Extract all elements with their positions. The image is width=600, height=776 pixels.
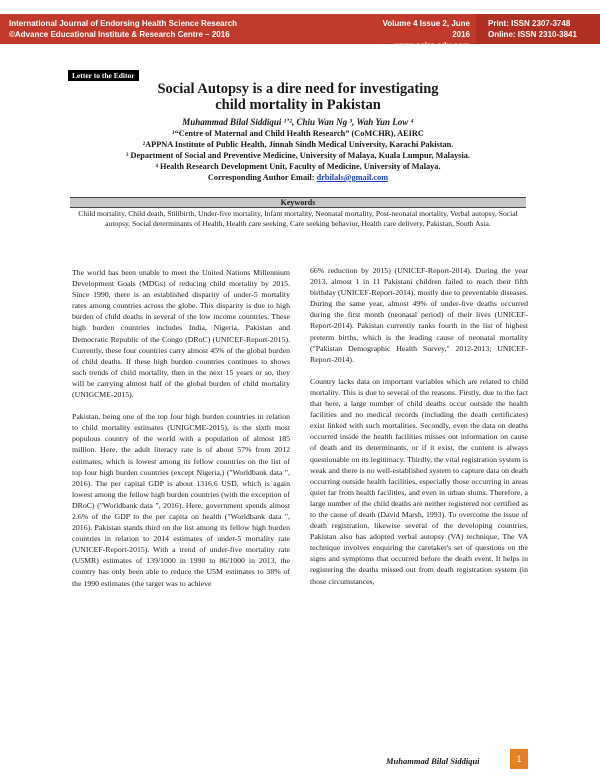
affiliations [70,128,526,183]
online-issn: Online: ISSN 2310-3841 [488,30,577,39]
affiliation-1: ¹“Centre of Maternal and Child Health Research” (CoMCHR), AEIRC [172,129,424,138]
affiliation-2: ²APPNA Institute of Public Health, Jinnah Sindh Medical University, Karachi Pakistan. [142,140,454,149]
body-column-left [72,267,290,600]
issue-block [374,18,470,51]
article-type-label: Letter to the Editor [68,70,139,81]
paragraph: Pakistan, being one of the top four high burden countries in relation to child mortality estimates (UNIGCME-2015), is the sixth most populous country of the world with a population of almost 185 million. Here, the adult literacy rate is of about 57% from 2012 estimates, which is lowest among its fellow countries on the list of top four high burden countries (except Nigeria,) ("Worldbank data ", 2016). The per capital GDP is about 1316.6 USD, which is again lowest among the fellow high burden countries (with the exception of DRoC) ("Worldbank data ", 2016). Here, government spends almost 2.6% of the GDP to the per capita on health ("Worldbank data ", 2016). Pakistan stands third on the list among its fellow high burden countries in relation to 2014 estimates of under-5 mortality rate (UNICEF-Report-2015). With a trend of under-five mortality rate (U5MR) estimates of 139/1000 in 1990 to 86/1000 in 2013, the country has only been able to reduce the U5M estimates to 38% of the 1990 estimates (the target was to achieve [72,412,290,588]
journal-name: International Journal of Endorsing Health Science Research [9,19,238,28]
paragraph: The world has been unable to meet the United Nations Millennium Development Goals (MDGs) of reducing child mortality by 2015. Since 1990, there is an established disparity of under-5 mortality rates among countries across the globe. This disparity is due to high burden of child deaths in several of the low income countries. These high burden countries includes India, Nigeria, Pakistan and Democratic Republic of the Congo (DRoC) (UNICEF-Report-2015). Currently, these four countries carry almost 45% of the global burden of child deaths. If these high burden countries continues to shows such trends of child mortality, then in the next 15 years or so, they will be carrying almost half of the global burden of child mortality (UNIGCME-2015). [72,268,290,400]
print-issn: Print: ISSN 2307-3748 [488,19,571,28]
volume-issue: Volume 4 Issue 2, June 2016 [382,19,470,39]
corresponding-email-link[interactable]: drbilals@gmail.com [316,173,389,182]
paragraph: Country lacks data on important variables which are related to child mortality. This is due to several of the reasons. Firstly, due to the fact that here, a large number of child deaths occur outside the health facilities and no medical records (including the death certificates) exist linked with such mortalities. Secondly, even the data on deaths occurred inside the health facilities misses out information on cause of death and its determinants, or if it exist, the content is always questionable on its legitimacy. Thirdly, the vital registration system is weak and there is no well-established system to capture data on death occurring outside health facilities, especially those occurring in areas quiet far from health facilities, and even in urban slums. Therefore, a large number of the child deaths are neither registered nor certified as to the cause of death (David Marsh, 1993). To overcome the issue of death registration, likewise several of the developing countries, Pakistan also has adopted verbal autopsy (VA) technique, The VA technique involves enquiring the caretaker's set of questions on the signs and symptoms that occurred before the death event. It helps in registering the deaths missed out from death registration system (in those circumstances, [310,376,528,586]
journal-website[interactable]: www.aeirc-edu.com [395,41,470,50]
title-line-1: Social Autopsy is a dire need for investigating [157,81,439,97]
issn-block [476,14,600,44]
article-title [70,81,526,113]
author-list: Muhammad Bilal Siddiqui ¹’², Chiu Wan Ng ³, Wah Yun Low ⁴ [182,117,414,127]
keywords-heading: Keywords [70,197,526,208]
affiliation-4: ⁴ Health Research Development Unit, Faculty of Medicine, University of Malaya. [155,162,441,171]
title-line-2: child mortality in Pakistan [215,97,381,113]
footer-author: Muhammad Bilal Siddiqui [386,756,480,766]
keywords-list: Child mortality, Child death, Stillbirth, Under-five mortality, Infant mortality, Neonatal mortality, Post-neonatal mortality, Verbal autopsy, Social autopsy, Social determinants of Health, Health care seeking, Care seeking behavior, Health care delivery, Pakistan, South Asia. [78,209,518,228]
journal-title-block [9,18,237,40]
publisher-line: ©Advance Educational Institute & Research Centre – 2016 [9,30,230,39]
corresponding-label: Corresponding Author Email: [207,173,315,182]
corresponding-author [70,172,526,183]
body-column-right [310,265,528,598]
page-number: 1 [510,749,528,769]
affiliation-3: ³ Department of Social and Preventive Medicine, University of Malaya, Kuala Lumpur, Malaysia. [125,151,471,160]
paragraph: 66% reduction by 2015) (UNICEF-Report-2014). During the year 2013, almost 1 in 11 Pakistani children failed to reach their fifth birthday (UNICEF-Report-2014), mostly due to preventable diseases. During the same year, almost 49% of under-five deaths occurred during the first month (neonatal period) of their lives (UNICEF-Report-2014). Pakistan currently ranks fourth in the list of highest preterm births, which is the leading cause of neonatal mortality ("Pakistan Demographic Health Survey," 2012-2013; UNICEF-Report-2014). [310,266,528,364]
journal-header-bar [0,14,600,50]
